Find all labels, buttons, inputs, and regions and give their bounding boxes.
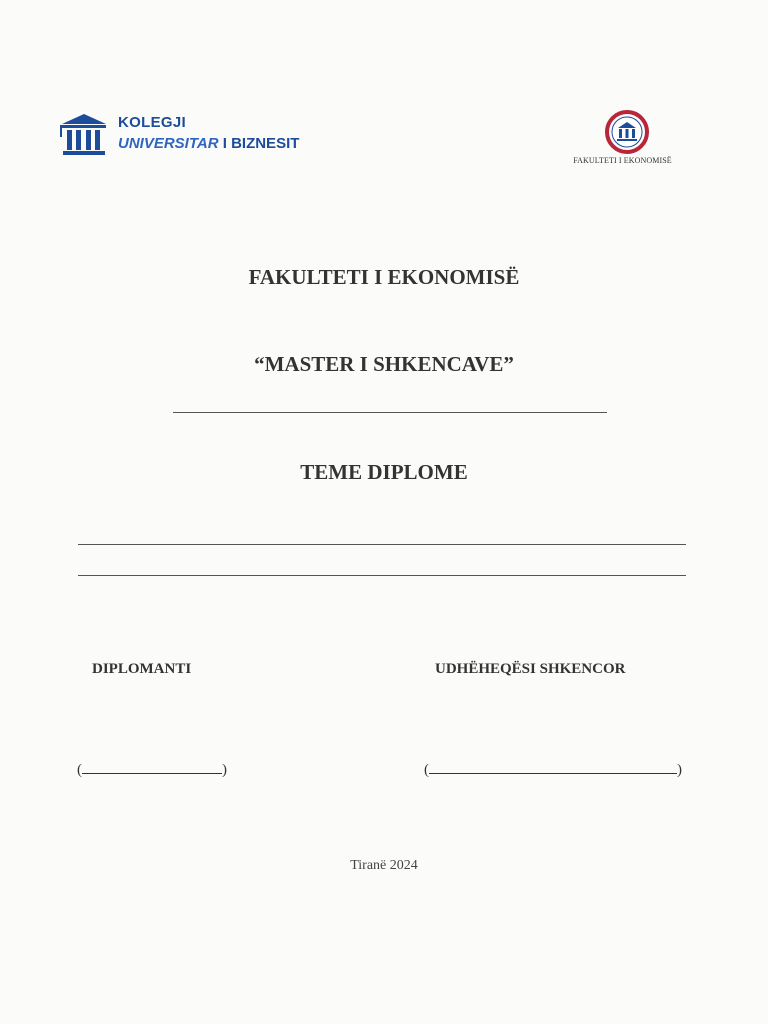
divider-line (173, 412, 607, 413)
thesis-title-blank-line (78, 544, 686, 545)
close-paren: ) (222, 762, 227, 778)
close-paren: ) (677, 762, 682, 778)
college-logo (58, 112, 328, 158)
college-name-italic: UNIVERSITAR (118, 135, 219, 152)
college-name-line2 (118, 135, 299, 152)
round-seal-icon (600, 110, 654, 154)
student-signature-blank (77, 760, 227, 779)
open-paren: ( (424, 762, 429, 778)
student-label: DIPLOMANTI (92, 661, 192, 677)
signature-line (82, 760, 222, 774)
college-name-rest: I BIZNESIT (218, 135, 300, 152)
place-and-year: Tiranë 2024 (350, 858, 418, 873)
college-name-line1: KOLEGJI (118, 114, 186, 131)
faculty-seal (600, 110, 654, 154)
thesis-title-blank-line (78, 575, 686, 576)
document-type-title: TEME DIPLOME (300, 460, 468, 484)
faculty-seal-caption: FAKULTETI I EKONOMISË (573, 156, 672, 165)
faculty-title: FAKULTETI I EKONOMISË (248, 265, 520, 289)
supervisor-signature-blank (424, 760, 682, 779)
supervisor-label: UDHËHEQËSI SHKENCOR (435, 661, 626, 677)
program-title: “MASTER I SHKENCAVE” (254, 352, 514, 376)
open-paren: ( (77, 762, 82, 778)
signature-line (429, 760, 677, 774)
columns-building-icon (58, 112, 110, 158)
